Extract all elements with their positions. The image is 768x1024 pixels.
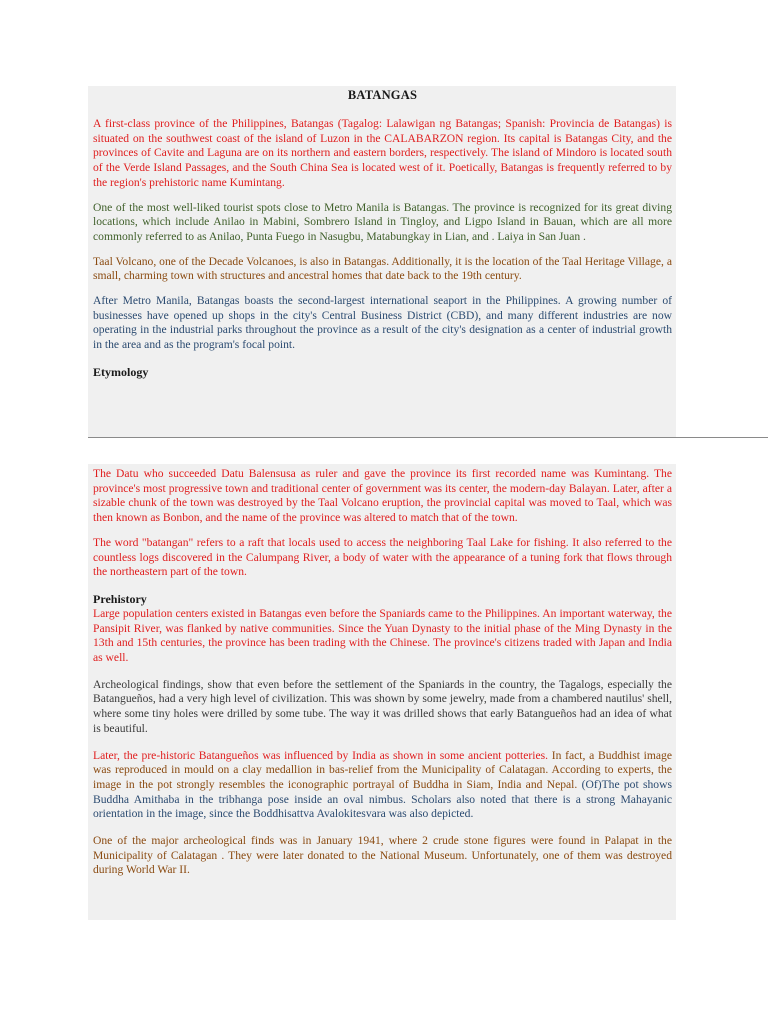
intro-paragraph-4: After Metro Manila, Batangas boasts the second-largest international seaport in the Philippines. A growing number of businesses have opened up shops in the city's Central Business District (CBD), and many different industries are now operating in the industrial parks throughout the province as a result of the city's designation as a center of industrial growth in the area and as the program's focal point. — [93, 294, 672, 352]
intro-paragraph-2: One of the most well-liked tourist spots close to Metro Manila is Batangas. The province is recognized for its great diving locations, which include Anilao in Mabini, Sombrero Island in Tingloy, and Ligpo Island in Bauan, which are all more commonly referred to as Anilao, Punta Fuego in Nasugbu, Matabungkay in Lian, and . Laiya in San Juan . — [93, 200, 672, 243]
prehistory-heading: Prehistory — [93, 591, 147, 606]
section-divider — [88, 437, 768, 438]
page-title: BATANGAS — [347, 88, 418, 102]
prehistory-paragraph-3 — [93, 749, 672, 823]
prehistory-paragraph-3-brown: In fact, a Buddhist image was reproduced in mould on a clay medallion in bas-relief from the Municipality of Calatagan. According to experts, the image in the pot strongly resembles the iconographic portrayal of Buddha in Siam, India and Nepal. — [93, 748, 672, 791]
intro-section — [88, 86, 676, 438]
prehistory-paragraph-4: One of the major archeological finds was in January 1941, where 2 crude stone figures were found in Palapat in the Municipality of Calatagan . They were later donated to the National Museum. Unfortunately, one of them was destroyed during World War II. — [93, 834, 672, 877]
intro-paragraph-3: Taal Volcano, one of the Decade Volcanoes, is also in Batangas. Additionally, it is the location of the Taal Heritage Village, a small, charming town with structures and ancestral homes that date back to the 19th century. — [93, 254, 672, 283]
etymology-prehistory-section — [88, 464, 676, 920]
prehistory-paragraph-1: Large population centers existed in Batangas even before the Spaniards came to the Philippines. An important waterway, the Pansipit River, was flanked by native communities. Since the Yuan Dynasty to the initial phase of the Ming Dynasty in the 13th and 15th centuries, the province has been trading with the Chinese. The province's citizens traded with Japan and India as well. — [93, 606, 672, 665]
etymology-paragraph-2: The word "batangan" refers to a raft that locals used to access the neighboring Taal Lake for fishing. It also referred to the countless logs discovered in the Calumpang River, a body of water with the appearance of a tuning fork that flows through the northeastern part of the town. — [93, 535, 672, 579]
etymology-heading: Etymology — [93, 364, 149, 379]
etymology-paragraph-1: The Datu who succeeded Datu Balensusa as ruler and gave the province its first recorded name was Kumintang. The province's most progressive town and traditional center of government was its center, the modern-day Balayan. Later, after a sizable chunk of the town was destroyed by the Taal Volcano eruption, the provincial capital was moved to Taal, which was then known as Bonbon, and the name of the province was altered to match that of the town. — [93, 467, 672, 525]
prehistory-paragraph-2: Archeological findings, show that even before the settlement of the Spaniards in the country, the Tagalogs, especially the Batangueños, had a very high level of civilization. This was shown by some jewelry, made from a chambered nautilus' shell, where some tiny holes were drilled by some tube. The way it was drilled shows that early Batangueños had an idea of what is beautiful. — [93, 677, 672, 735]
intro-paragraph-1: A first-class province of the Philippines, Batangas (Tagalog: Lalawigan ng Batangas; Spanish: Provincia de Batangas) is situated on the southwest coast of the island of Luzon in the CALABARZON region. Its capital is Batangas City, and the provinces of Cavite and Laguna are on its northern and eastern borders, respectively. The island of Mindoro is located south of the Verde Island Passages, and the South China Sea is located west of it. Poetically, Batangas is frequently referred to by the region's prehistoric name Kumintang. — [93, 117, 672, 189]
prehistory-paragraph-3-red: Later, the pre-historic Batangueños was influenced by India as shown in some ancient potteries. — [93, 748, 549, 762]
prehistory-paragraph-3-blue: (Of)The pot shows Buddha Amithaba in the tribhanga pose inside an oval nimbus. Scholars also noted that there is a strong Mahayanic orientation in the image, since the Boddhisattva Avalokitesvara was also depicted. — [93, 777, 672, 821]
